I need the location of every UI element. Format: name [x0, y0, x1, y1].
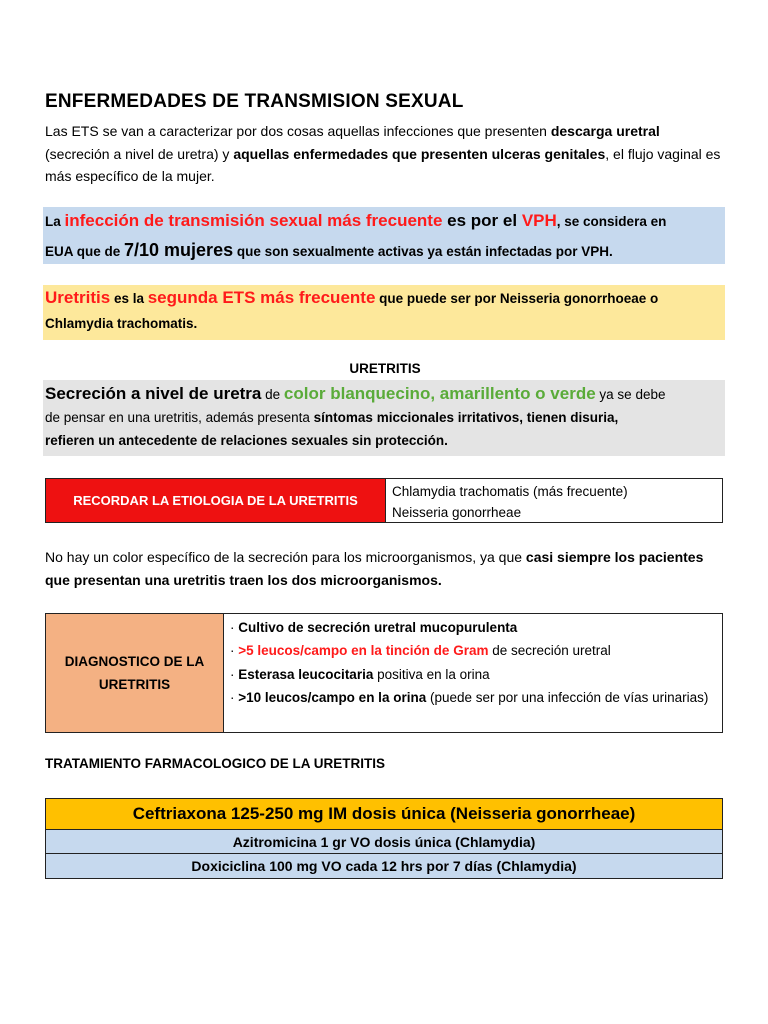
secretion-line-2	[45, 410, 618, 425]
diagnosis-text: positiva en la orina	[373, 666, 490, 682]
bullet-icon: ·	[230, 666, 239, 682]
diagnosis-bold-text: Esterasa leucocitaria	[238, 666, 374, 682]
secretion-bold: Secreción a nivel de uretra	[45, 384, 262, 403]
secretion-text: ya se debe	[595, 387, 666, 402]
intro-text: Las ETS se van a caracterizar por dos cosas aquellas infecciones que presenten	[45, 123, 551, 139]
diagnosis-bold-text: >10 leucos/campo en la orina	[238, 690, 427, 706]
vph-line-2	[45, 239, 613, 263]
etiology-item: Neisseria gonorrheae	[392, 505, 522, 520]
bullet-icon: ·	[230, 620, 239, 635]
vph-text: EUA que de	[45, 244, 125, 259]
diagnosis-item	[230, 639, 720, 662]
secretion-bold-symptoms: síntomas miccionales irritativos, tienen disuria,	[313, 410, 619, 425]
secretion-box	[43, 380, 725, 456]
etiology-list	[392, 481, 628, 523]
vph-text: , se considera en	[556, 214, 667, 229]
section-heading-uretritis: URETRITIS	[349, 361, 421, 376]
vph-red-text: infección de transmisión sexual más frecuente	[64, 211, 443, 230]
vph-text: es por el	[442, 211, 522, 230]
uretritis-red-word: Uretritis	[45, 288, 111, 307]
uretritis-text: es la	[110, 291, 148, 306]
uretritis-line-2: Chlamydia trachomatis.	[45, 316, 198, 331]
diagnosis-item	[230, 616, 720, 639]
diagnosis-list	[230, 616, 720, 710]
etiology-label: RECORDAR LA ETIOLOGIA DE LA URETRITIS	[46, 479, 386, 522]
note-bold-text: casi siempre los pacientes que presentan una uretritis traen los dos microorganismos.	[45, 549, 704, 588]
uretritis-red-text: segunda ETS más frecuente	[147, 288, 376, 307]
secretion-text: de	[261, 387, 284, 402]
page-title: ENFERMEDADES DE TRANSMISION SEXUAL	[45, 91, 464, 112]
secretion-green-text: color blanquecino, amarillento o verde	[283, 384, 596, 403]
etiology-item: Chlamydia trachomatis (más frecuente)	[392, 484, 628, 499]
vph-line-1	[45, 209, 666, 233]
vph-text: que son sexualmente activas ya están infectadas por VPH.	[233, 244, 613, 259]
intro-text: , el flujo vaginal es más específico de la mujer.	[45, 145, 721, 184]
diagnosis-text: (puede ser por una infección de vías urinarias)	[426, 690, 709, 706]
secretion-line-1	[45, 384, 665, 404]
diagnosis-red-text: >5 leucos/campo en la tinción de Gram	[238, 643, 489, 659]
note-text: No hay un color específico de la secreción para los microorganismos, ya que	[45, 549, 526, 565]
vph-stat: 7/10 mujeres	[124, 240, 234, 260]
treatment-row: Ceftriaxona 125-250 mg IM dosis única (Neisseria gonorrheae)	[46, 799, 722, 829]
vph-red-vph: VPH	[521, 211, 557, 230]
treatment-heading: TRATAMIENTO FARMACOLOGICO DE LA URETRITIS	[45, 756, 385, 771]
diagnosis-table	[45, 613, 723, 733]
diagnosis-item	[230, 686, 720, 709]
etiology-table	[45, 478, 723, 523]
diagnosis-text: Cultivo de secreción uretral mucopurulenta	[238, 620, 518, 635]
treatment-row: Azitromicina 1 gr VO dosis única (Chlamydia)	[46, 829, 722, 853]
secretion-line-3: refieren un antecedente de relaciones sexuales sin protección.	[45, 433, 448, 448]
bullet-icon: ·	[230, 690, 239, 706]
note-paragraph	[45, 546, 725, 591]
intro-text: (secreción a nivel de uretra) y	[45, 145, 234, 162]
treatment-row: Doxiciclina 100 mg VO cada 12 hrs por 7 días (Chlamydia)	[46, 853, 722, 878]
intro-paragraph	[45, 120, 725, 188]
uretritis-highlight-box	[43, 285, 725, 340]
uretritis-line-1	[45, 288, 658, 308]
bullet-icon: ·	[230, 643, 239, 659]
secretion-text: de pensar en una uretritis, además presenta	[45, 410, 314, 425]
treatment-table	[45, 798, 723, 879]
diagnosis-item	[230, 663, 720, 686]
diagnosis-label: DIAGNOSTICO DE LA URETRITIS	[46, 614, 224, 732]
vph-text: La	[45, 214, 65, 229]
diagnosis-text: de secreción uretral	[488, 643, 611, 659]
vph-highlight-box	[43, 207, 725, 264]
intro-bold-ulcers: aquellas enfermedades que presenten ulceras genitales	[233, 145, 606, 162]
intro-bold-discharge: descarga uretral	[550, 123, 660, 139]
uretritis-text: que puede ser por Neisseria gonorrhoeae o	[375, 291, 659, 306]
